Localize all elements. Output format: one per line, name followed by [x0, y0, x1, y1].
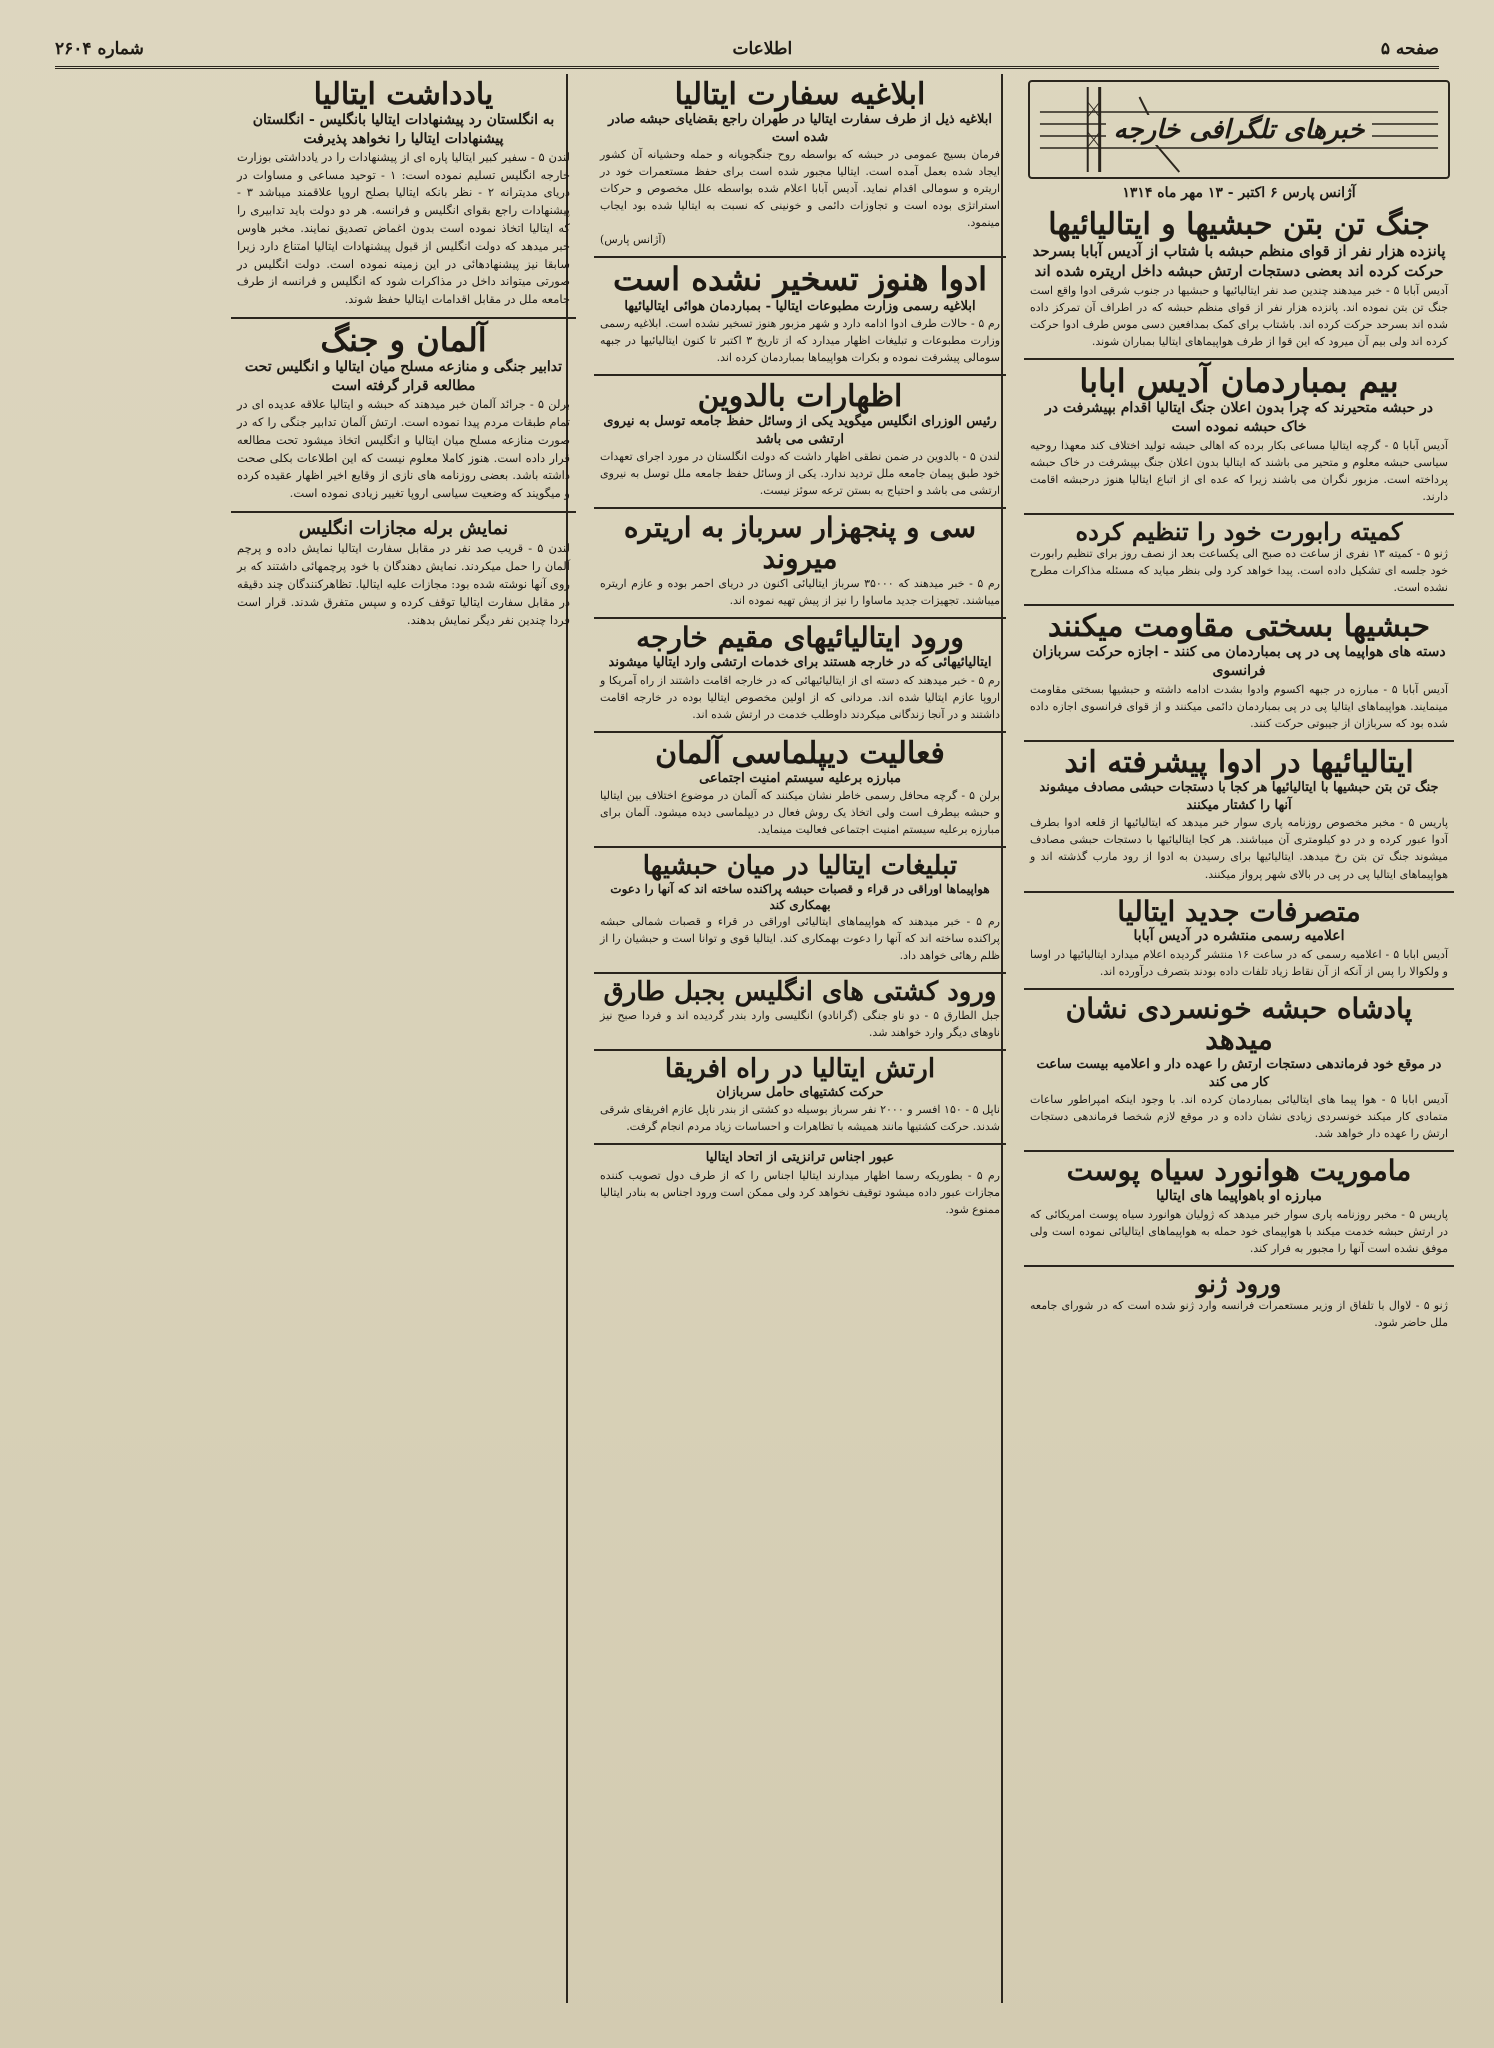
article-demonstration: [231, 513, 576, 637]
article-committee-report: [1024, 515, 1454, 607]
headline: تبلیغات ایتالیا در میان حبشیها: [642, 851, 958, 882]
article-body: جبل الطارق ۵ - دو ناو جنگی (گرانادو) انگلیسی وارد بندر گردیده اند و فردا صبح نیز ناوهای دیگر وارد خواهند شد.: [600, 1009, 1000, 1040]
headline: نمایش برله مجازات انگلیس: [298, 517, 509, 539]
article-body: برلن ۵ - گرچه محافل رسمی خاطر نشان میکنند که آلمان در موضوع اختلاف بین ایتالیا و حبشه بیطرف است ولی اتخاذ یک روش فعال در دیپلماسی دیده میشود. آلمان برای مبارزه برعلیه سیستم امنیت اجتماعی فعالیت مینماید.: [600, 789, 1000, 837]
middle-column: [594, 74, 1006, 2008]
headline: ابلاغیه سفارت ایتالیا: [674, 77, 926, 112]
article-body: ناپل ۵ - ۱۵۰ افسر و ۲۰۰۰ نفر سرباز بوسیله دو کشتی از بندر ناپل عازم افریقای شرقی شدند. حرکت کشتیها مانند همیشه با تظاهرات و احساسات زیاد مردم انجام گرفت.: [600, 1103, 1000, 1134]
article-british-ships: [594, 974, 1006, 1051]
headline: کمیته رابورت خود را تنظیم کرده: [1075, 516, 1403, 546]
headline: اظهارات بالدوین: [697, 379, 903, 415]
headline: ایتالیائیها در ادوا پیشرفته اند: [1064, 745, 1414, 781]
issue-number: شماره ۲۶۰۴: [55, 39, 144, 59]
headline: آلمان و جنگ: [320, 321, 487, 360]
article-body: ژنو ۵ - لاوال با تلفاق از وزیر مستعمرات فرانسه وارد ژنو شده است که در شورای جامعه ملل حاضر شود.: [1030, 1299, 1448, 1330]
subheadline: تدابیر جنگی و منازعه مسلح میان ایتالیا و انگلیس تحت مطالعه قرار گرفته است: [244, 359, 563, 395]
foreign-telegrams-logo: [1028, 80, 1450, 179]
article-body: پاریس ۵ - مخبر مخصوص روزنامه پاری سوار خبر میدهد که ایتالیائیها از قلعه ادوا بطرف آدوا عبور کرده و در دو کیلومتری آن میباشند. هر کجا ایتالیائیها با دستجات حبشی مصادف میشوند جنگ تن بتن رخ میدهد. ایتالیائیها برای رسیدن به ادوا از رود مارب گذشته اند و هواپیماهای ایتالیا پی در پی در بالای شهر پرواز میکنند.: [1030, 816, 1449, 881]
subheadline: در حبشه متحیرند که چرا بدون اعلان جنگ ایتالیا اقدام بپیشرفت در خاک حبشه نموده است: [1045, 399, 1433, 435]
headline: یادداشت ایتالیا: [313, 77, 494, 112]
subheadline: رئیس الوزرای انگلیس میگوید یکی از وسائل حفظ جامعه توسل به نیروی ارتشی می باشد: [603, 414, 997, 447]
article-body: برلن ۵ - جرائد آلمان خبر میدهند که حبشه و ایتالیا علاقه عدیده ای در تمام طبقات مردم پیدا نموده است. ارتش آلمان تدابیر جنگی را که در صورت منازعه مسلح میان ایتالیا و انگلیس اتخاذ میشود تحت مطالعه قرار داده است. هنوز کاملا معلوم نیست که این اطلاعات بکلی صحت داشته باشد. بعضی روزنامه های نازی از وقایع اخیر اظهار عقیده کرده و میگویند که وضعیت سیاسی اروپا تغییر زیادی نموده است.: [237, 397, 570, 501]
article-body: آدیس آبابا ۵ - خبر میدهند چندین صد نفر ایتالیائیها و حبشیها در جنوب شرقی ادوا واقع است جنگ تن بتن نموده اند. پانزده هزار نفر از قوای منظم حبشه که در اطراف آن تمرکز داده شده اند بسرحد حرکت کرده اند. باشتاب برای کمک بمدافعین دسی موس طرف ادوا حرکت کرده اند ولی بیم آن میرود که این قوا از طرف هواپیماهای ایتالیا بمباران شوند.: [1030, 283, 1448, 348]
article-black-aviator: [1024, 1152, 1454, 1267]
article-body: رم ۵ - بطوریکه رسما اظهار میدارند ایتالیا اجناس را که از طرف دول تصویب کننده مجازات عبور داده میشود توقیف نخواهد کرد ولی ممکن است ورود اجناس به بنادر ایتالیا ممنوع شود.: [600, 1168, 1000, 1217]
right-column: [1024, 74, 1454, 2008]
headline: حبشیها بسختی مقاومت میکنند: [1047, 609, 1431, 645]
headline: ادوا هنوز تسخیر نشده است: [612, 260, 988, 299]
article-transit-goods: [594, 1145, 1006, 1226]
subheadline: ابلاغیه رسمی وزارت مطبوعات ایتالیا - بمباردمان هوائی ایتالیائیها: [624, 298, 976, 314]
article-body: رم ۵ - خبر میدهند که ۳۵۰۰۰ سرباز ایتالیائی اکنون در دریای احمر بوده و عازم اریتره میباشند. تجهیزات جدید ماساوا را نیز از پیش تهیه نموده اند.: [600, 577, 1000, 608]
headline: پادشاه حبشه خونسردی نشان میدهد: [1065, 992, 1413, 1057]
article-body: رم ۵ - خبر میدهند که هواپیماهای ایتالیائی اوراقی در قراء و قصبات شمالی حبشه پراکنده ساخته اند که آنها را دعوت بهمکاری کند. ایتالیا قوی و توانا است و حبشیان را از ظلم رهائی خواهد داد.: [600, 915, 1000, 963]
article-body: آدیس آبابا ۵ - مبارزه در جبهه اکسوم وادوا بشدت ادامه داشته و حبشیها بسختی مقاومت مینمایند. هواپیماهای ایتالیا پی در پی بمباردمان دائمی میکنند و از قوای فرانسوی اجازه داده شده بود که سربازان از جیبوتی حرکت کنند.: [1030, 683, 1448, 731]
article-resistance: [1024, 606, 1454, 742]
article-baldwin: [594, 376, 1006, 509]
article-geneva-arrival: [1024, 1267, 1454, 1339]
article-body: رم ۵ - خبر میدهند که دسته ای از ایتالیائیهائی که در خارجه اقامت داشتند از راه آمریکا و اروپا عازم ایتالیا شده اند. مردانی که از اولین مخصوص ایتالیا بوده در خارجه اقامت داشتند و در آنجا زندگانی میکردند داوطلب خدمت در ارتش شده اند.: [600, 673, 1001, 721]
subheadline: دسته های هواپیما پی در پی بمباردمان می کنند - اجازه حرکت سربازان فرانسوی: [1032, 644, 1446, 680]
subheadline: پانزده هزار نفر از قوای منظم حبشه با شتاب از آدیس آبابا بسرحد حرکت کرده اند بعضی دستجات ارتش حبشه داخل اریتره شده اند: [1032, 242, 1446, 281]
article-body: ژنو ۵ - کمیته ۱۳ نفری از ساعت ده صبح الی یکساعت بعد از نصف روز برای تنظیم رابورت خود جلسه ای تشکیل داده است. پیدا خواهد کرد ولی بنظر میاید که مسئله مذاکرات مطرح نشده است.: [1030, 547, 1448, 595]
article-35000-soldiers: [594, 509, 1006, 619]
article-german-diplomacy: [594, 733, 1006, 849]
headline: ورود کشتی های انگلیس بجبل طارق: [603, 977, 997, 1008]
subheadline: مبارزه او باهواپیما های ایتالیا: [1156, 1187, 1322, 1204]
masthead: [55, 32, 1439, 69]
headline: بیم بمباردمان آدیس ابابا: [1079, 361, 1399, 400]
article-body: آدیس ابابا ۵ - اعلامیه رسمی که در ساعت ۱۶ منتشر گردیده اعلام میدارد ایتالیائیها در اوسا و ولکوالا را پس از آنکه از آن نقاط زیاد تلفات داده بودند بتصرف درآورده اند.: [1030, 948, 1448, 979]
article-army-to-africa: [594, 1051, 1006, 1145]
headline: ارتش ایتالیا در راه افریقا: [664, 1054, 936, 1085]
article-italian-note: [231, 74, 576, 319]
article-italians-abroad: [594, 619, 1006, 732]
headline: جنگ تن بتن حبشیها و ایتالیائیها: [1048, 207, 1430, 242]
subheadline: عبور اجناس ترانزیتی از اتحاد ایتالیا: [705, 1150, 895, 1166]
page-number: صفحه ۵: [1380, 39, 1439, 59]
subheadline: اعلامیه رسمی منتشره در آدیس آبابا: [1133, 928, 1345, 945]
left-column: [231, 74, 576, 2008]
subheadline: به انگلستان رد پیشنهادات ایتالیا بانگلیس - انگلستان پیشنهادات ایتالیا را نخواهد پذیرفت: [252, 112, 555, 147]
subheadline: مبارزه برعلیه سیستم امنیت اجتماعی: [699, 770, 901, 786]
subheadline: هواپیماها اوراقی در قراء و قصبات حبشه پراکنده ساخته اند که آنها را دعوت بهمکاری کند: [610, 881, 990, 913]
subheadline: حرکت کشتیهای حامل سربازان: [716, 1084, 884, 1100]
credit: (آژانس پارس): [600, 233, 666, 247]
article-body: لندن ۵ - بالدوین در ضمن نطقی اظهار داشت که دولت انگلستان در مورد اجرای تعهدات خود طبق پیمان جامعه ملل تردید ندارد. یکی از وسائل حفظ جامعه ملل توسل به نیروی ارتشی می باشد و احتیاج به بستن ترعه سوئز نیست.: [600, 450, 1000, 498]
article-body: لندن ۵ - قریب صد نفر در مقابل سفارت ایتالیا نمایش داده و پرچم آلمان را حمل میکردند. نمایش دهندگان با خود پرچمهائی داشتند که بر روی آنها نوشته شده بود: مجازات علیه ایتالیا. تظاهرکنندگان چند دقیقه در مقابل سفارت ایتالیا توقف کرده و سپس متفرق شدند. قرار است فردا چندین نفر دیگر نمایش بدهند.: [237, 541, 570, 627]
article-germany-war: [231, 319, 576, 513]
article-body: آدیس ابابا ۵ - هوا پیما های ایتالیائی بمباردمان کرده اند. با وجود اینکه امپراطور ساعات متمادی کار میکند خونسردی زیادی نشان داده و در موقع لازم شخصا فرماندهی دستجات ارتش را عهده دار خواهد شد.: [1030, 1093, 1448, 1141]
article-emperor-composure: [1024, 990, 1454, 1152]
headline: فعالیت دیپلماسی آلمان: [655, 735, 945, 771]
dateline: آژانس پارس ۶ اکتبر - ۱۳ مهر ماه ۱۳۱۴: [1122, 185, 1356, 201]
article-body: لندن ۵ - سفیر کبیر ایتالیا پاره ای از پیشنهادات را در یادداشتی بوزارت خارجه انگلیس تسلیم نموده است: ۱ - توحید مساعی و مساوات در دریای مدیترانه ۲ - نظر بانکه ایتالیا بصلح اروپا علاقمند میباشد ۳ - پیشنهادات راجع بقوای انگلیس و فرانسه. هر دو دولت باید تدابیری را که ایتالیا اتخاذ نموده است بدون اغماض تصدیق نمایند. مخبر هاوس خبر میدهد که دولت انگلیس از قبول پیشنهادات ایتالیا امتناع دارد زیرا سابقا نیز پیشنهادهائی در این زمینه نموده است. دولت انگلیس در صورتی میتواند داخل در مذاکرات شود که انگلیس و فرانسه از طرف جامعه ملل در مقابل اقدامات ایتالیا حفظ شوند.: [237, 149, 570, 307]
subheadline: در موقع خود فرماندهی دستجات ارتش را عهده دار و اعلامیه بیست ساعت کار می کند: [1036, 1056, 1442, 1090]
article-body: آدیس آبابا ۵ - گرچه ایتالیا مساعی بکار برده که اهالی حبشه تولید اختلاف کند معهذا روحیه سیاسی حبشه معلوم و متحیر می باشند که ایتالیا بدون اعلان جنگ بپیشرفت در خاک حبشه پرداخته است. مزبور نگران می باشند زیرا که عده ای از اتباع ایتالیا هنوز درحبشه اقامت دارند.: [1030, 438, 1448, 503]
headline: ماموریت هوانورد سیاه پوست: [1066, 1154, 1412, 1188]
headline: ورود ایتالیائیهای مقیم خارجه: [636, 621, 964, 655]
subheadline: ایتالیائیهائی که در خارجه هستند برای خدمات ارتشی وارد ایتالیا میشوند: [608, 654, 992, 670]
subheadline: جنگ تن بتن حبشیها با ایتالیائیها هر کجا با دستجات حبشی مصادف میشوند آنها را کشتار میکنند: [1039, 780, 1439, 813]
headline: سی و پنجهزار سرباز به اریتره میروند: [623, 511, 977, 576]
article-hand-to-hand-combat: [1024, 204, 1454, 360]
subheadline: ابلاغیه ذیل از طرف سفارت ایتالیا در طهران راجع بقضایای حبشه صادر شده است: [608, 112, 992, 145]
article-body: رم ۵ - حالات طرف ادوا ادامه دارد و شهر مزبور هنوز تسخیر نشده است. ابلاغیه رسمی وزارت مطبوعات و تبلیغات اظهار میدارد که از تاریخ ۳ اکتبر تا کنون ایتالیائیها در جبهه سومالی پیشرفت نموده و بکرات هواپیماها بمباردمان کرده اند.: [600, 317, 1001, 365]
article-adwa-not-taken: [594, 258, 1006, 376]
headline: متصرفات جدید ایتالیا: [1117, 894, 1361, 928]
article-body: فرمان بسیج عمومی در حبشه که بواسطه روح جنگجویانه و حمله وحشیانه آن کشور ایجاد شده بعمل آمده است. ایتالیا مجبور شده است برای حفظ مستعمرات خود در اریتره و سومالی اقدام نماید. آدیس آبابا اعلام شده بواسطه علل مخصوص و حرکات استراتژی بوده است و تجاوزات دائمی و خونینی که نسبت به ایتالیا شده بود ایجاب مینمود.: [600, 148, 1000, 230]
headline: ورود ژنو: [1196, 1269, 1282, 1299]
logo-title: خبرهای تلگرافی خارجه: [1106, 115, 1373, 145]
article-italian-propaganda: [594, 848, 1006, 974]
article-adwa-advance: [1024, 742, 1454, 892]
article-bombing-fear: [1024, 360, 1454, 515]
paper-name: اطلاعات: [732, 39, 793, 59]
article-new-conquests: [1024, 893, 1454, 991]
article-italian-embassy: [594, 74, 1006, 258]
article-body: پاریس ۵ - مخبر روزنامه پاری سوار خبر میدهد که ژولیان هوانورد سیاه پوست امریکائی که در ارتش حبشه خدمت میکند با هواپیمای خود حمله به هواپیماهای ایتالیائی نموده است ولی موفق نشده است آنها را مجبور به فرار کند.: [1030, 1207, 1448, 1255]
